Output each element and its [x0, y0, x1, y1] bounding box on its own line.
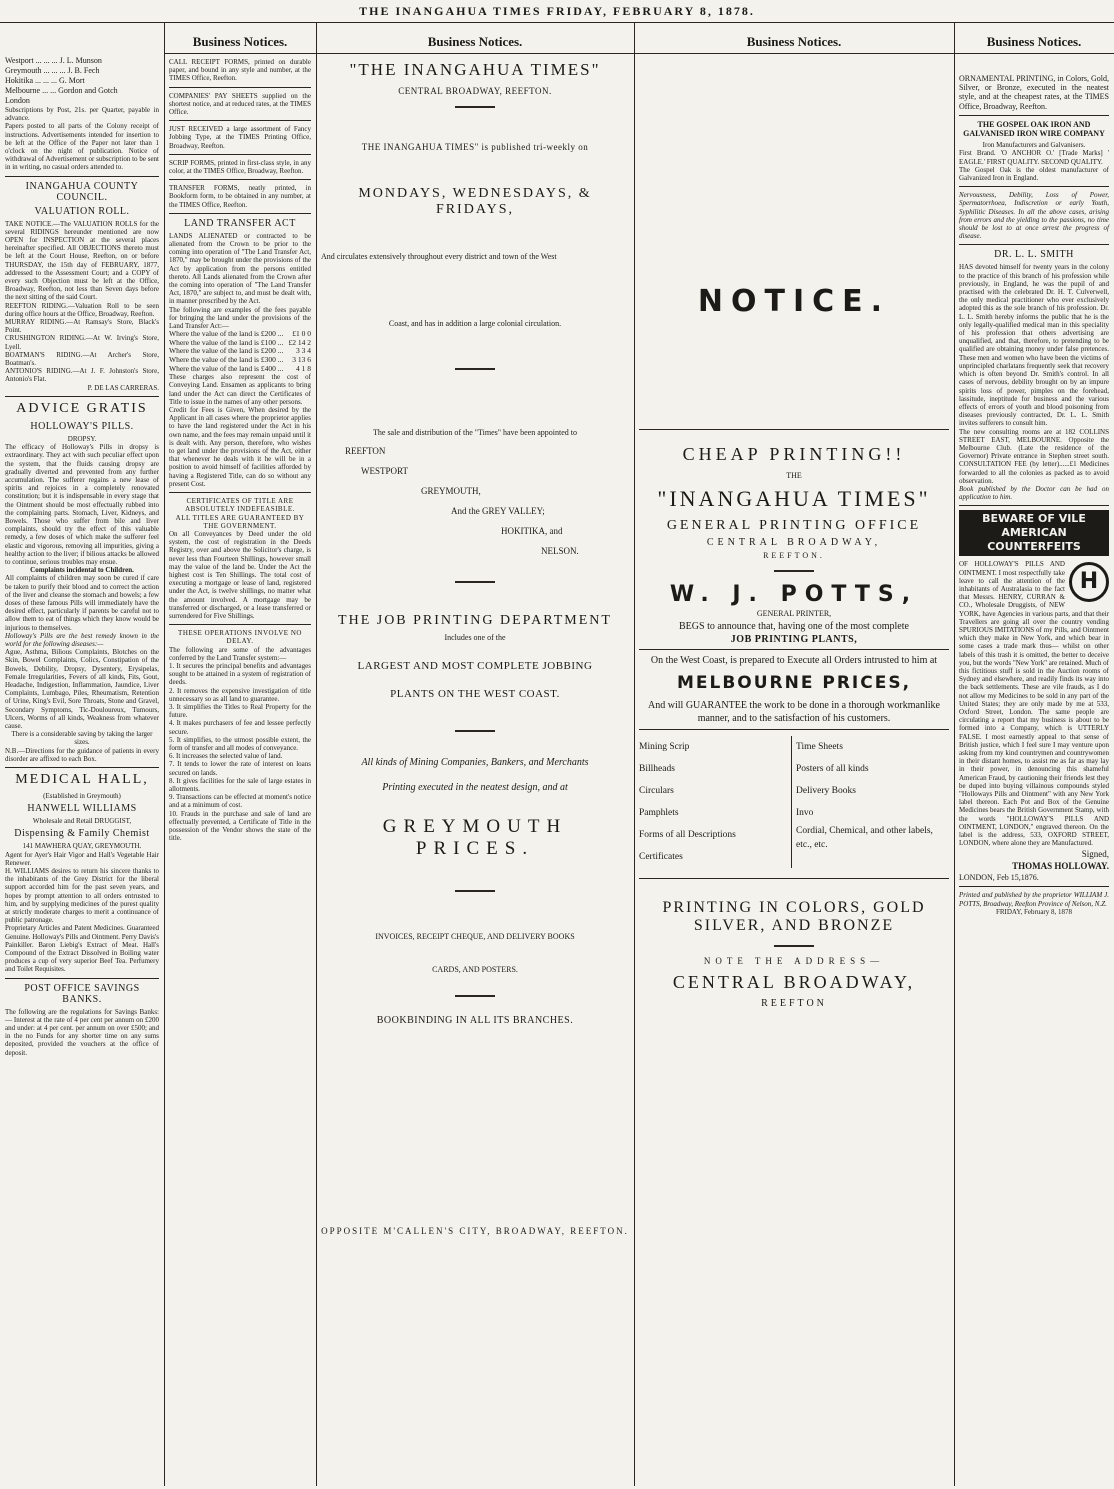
ops-item: 1. It secures the principal benefits and advantages sought to be attained in a system of registration of deeds.	[169, 661, 311, 687]
council-title: INANGAHUA COUNTY COUNCIL.	[25, 180, 139, 203]
divider	[639, 878, 949, 879]
dropsy-text: The efficacy of Holloway's Pills in dropsy is extraordinary. They act with such peculiar effect upon the system, that the fluids causing dropsy are gradually diverted and prevented from any further accumulation. The sufferer regains a new lease of spirits and rejoices in a completely renovated constitution; but it is indispensable in every stage that the Ointment should be most effectually rubbed into the complaining parts. Stomach, Liver, Kidneys, and Bowels. Those who suffer from bile and liver complaints, should try the effect of this valuable remedy, a few doses of which make the sufferer feel elastic and vigorous, removing all impurities, giving a healthy action to the liver; if bilious attacks be allowed to continue, serious troubles may ensue.	[5, 443, 159, 566]
divider	[455, 106, 495, 108]
divider	[959, 886, 1109, 887]
invoices-line: INVOICES, RECEIPT CHEQUE, AND DELIVERY BOOKS	[375, 932, 575, 942]
divider	[169, 624, 311, 625]
divider	[639, 649, 949, 650]
branches-line: BOOKBINDING IN ALL ITS BRANCHES.	[376, 1014, 574, 1026]
agent-line: Westport ... ... ... J. L. Munson	[5, 56, 102, 65]
fee-row: Where the value of the land is £100 ... £2 14 2	[169, 337, 311, 347]
job-includes: Includes one of the	[444, 632, 506, 642]
times-heading: "INANGAHUA TIMES"	[657, 486, 931, 512]
nb-note: N.B.—Directions for the guidance of patients in every disorder are affixed to each Box.	[5, 746, 159, 763]
riding-line: MURRAY RIDING.—At Ramsay's Store, Black's Point.	[5, 318, 159, 335]
divider	[639, 429, 949, 430]
divider	[169, 120, 311, 121]
rooms-text: The new consulting rooms are at 182 COLLINS STREET EAST, MELBOURNE. Opposite the Melbourne Club. (Late the residence of the Governor) Private entrance in Stephen street south. CONSULTATION FEE (by letter)......£1 Medicines forwarded to all the colonies as packed as to avoid observation.	[959, 427, 1109, 485]
williams-text: H. WILLIAMS desires to return his sincere thanks to the inhabitants of the Grey District for the liberal support accorded him for the past seven years, and hopes by prompt attention to all orders entrusted to him, and by supplying medicines of the purest quality at strictly moderate charges to merit a continuance of public patronage.	[5, 867, 159, 925]
guaranteed-title: ALL TITLES ARE GUARANTEED BY THE GOVERNMENT.	[175, 513, 305, 530]
coast-text: On the West Coast, is prepared to Execute all Orders intrusted to him at	[650, 654, 938, 666]
service-item: Cordial, Chemical, and other labels, etc., etc.	[796, 825, 933, 850]
ops-item: 9. Transactions can be effected at moment's notice and at a minimum of cost.	[169, 793, 311, 810]
all-kinds-line: All kinds of Mining Companies, Bankers, and Merchants	[361, 756, 589, 768]
holloway-text: OF HOLLOWAY'S PILLS AND OINTMENT. I most respectfully take leave to call the attention of the inhabitants of Australasia to the fact that Messrs. HENRY, CURRAN & CO., Wholesale Druggists, of NEW YORK, have Agencies in various parts, and that their Travellers are going all over the country vending SPURIOUS IMITATIONS of my Pills, and Ointment which they make in New York, and which bear in some cases a trade mark thus— whilst on other labels of this trash it is omitted, the better to deceive you, but the words "New York" are retained. Much of this fictitious stuff is sold in the Auction rooms of Sydney and elsewhere, and readily finds its way into the back settlements. These are vile frauds, as I do not allow my Medicines to be sold in any part of the United States; they are only made by me at 533, Oxford Street, London. The same people are circulating a report that my business is about to be formed into a Company, which is UTTERLY FALSE. I most earnestly appeal to that sense of British justice, which I feel sure I may venture upon asking from my kind countrymen and countrywomen in their distant homes, to assist me as far as may lay in their power, in denouncing this shameful American Fraud, by cautioning their friends lest they be duped into buying villainous compounds styled "Holloways Pills and Ointment" with any New York label thereon. Each Pot and Box of the Genuine Medicines bears the British Government Stamp, with the words "HOLLOWAY'S PILLS AND OINTMENT, LONDON," engraved thereon. On the label is the address, 533, OXFORD STREET, LONDON, where alone they are Manufactured.	[959, 560, 1109, 848]
column-header: Business Notices.	[164, 26, 316, 54]
ops-item: 4. It makes purchasers of fee and lessee perfectly secure.	[169, 719, 311, 736]
medical-title: MEDICAL HALL,	[15, 772, 149, 788]
lta-title: LAND TRANSFER ACT	[184, 217, 296, 229]
patent-text: Proprietary Articles and Patent Medicines. Guaranteed Genuine. Holloway's Pills and Ointment. Perry Davis's Painkiller. Baron Liebig's Extract of Meat. Hall's Compound of the Extract Dissolved in Boiling water produces a cup of very superior Beef Tea. Perfumery and Toilet Requisites.	[5, 924, 159, 974]
riding-line: REEFTON RIDING.—Valuation Roll to be seen during office hours at the Office, Broadway, Reefton.	[5, 301, 159, 318]
column-1	[0, 26, 164, 1484]
largest-line: LARGEST AND MOST COMPLETE JOBBING	[357, 659, 593, 672]
medical-address: 141 MAWHERA QUAY, GREYMOUTH.	[22, 842, 142, 851]
imprint-date: FRIDAY, February 8, 1878	[995, 907, 1073, 916]
divider	[774, 945, 814, 947]
riding-line: ANTONIO'S RIDING.—At J. F. Johnston's Store, Antonio's Flat.	[5, 367, 159, 384]
divider	[5, 176, 159, 177]
agent-line: Greymouth ... ... ... J. B. Fech	[5, 66, 100, 75]
service-item: Mining Scrip	[639, 741, 690, 752]
ops-item: 3. It simplifies the Titles to Real Property for the future.	[169, 702, 311, 720]
ops-item: 10. Frauds in the purchase and sale of land are effectually prevented, a Certificate of Title in the possession of the Vendor shows the state of the title.	[169, 809, 311, 843]
diseases-title: Holloway's Pills are the best remedy known in the world for the following diseases:—	[5, 631, 159, 648]
dr-title: DR. L. L. SMITH	[994, 249, 1074, 261]
divider	[959, 244, 1109, 245]
divider	[959, 186, 1109, 187]
published-line: THE INANGAHUA TIMES" is published tri-weekly on	[361, 142, 589, 152]
column-3	[316, 26, 634, 1484]
ops-item: 5. It simplifies, to the utmost possible extent, the form of transfer and all modes of conveyance.	[169, 735, 311, 752]
service-item: Forms of all Descriptions	[639, 829, 736, 840]
services-left	[639, 736, 792, 868]
potts-name: W. J. POTTS,	[669, 582, 919, 608]
place-line: WESTPORT	[361, 465, 408, 476]
ornamental-notice: ORNAMENTAL PRINTING, in Colors, Gold, Silver, or Bronze, executed in the neatest style, and at the cheapest rates, at the TIMES Office, Broadway, Reefton.	[959, 74, 1109, 111]
column-4	[634, 26, 954, 1484]
divider	[169, 154, 311, 155]
place-line: GREYMOUTH,	[421, 485, 481, 496]
wholesale-line: Wholesale and Retail DRUGGIST,	[32, 817, 132, 826]
receipt-notice: CALL RECEIPT FORMS, printed on durable paper, and bound in any style and number, at the TIMES Office, Reefton.	[169, 58, 311, 83]
service-item: Billheads	[639, 763, 675, 774]
circulates-line: And circulates extensively throughout every district and town of the West	[321, 252, 557, 261]
signer-name: THOMAS HOLLOWAY.	[1012, 861, 1109, 872]
times-title: "THE INANGAHUA TIMES"	[349, 60, 601, 79]
ops-item: 7. It tends to lower the rate of interest on loans secured on lands.	[169, 760, 311, 777]
ops-title: THESE OPERATIONS INVOLVE NO DELAY.	[178, 629, 302, 646]
divider	[959, 115, 1109, 116]
ops-item: 8. It gives facilities for the sale of large estates in allotments.	[169, 776, 311, 793]
days-line: MONDAYS, WEDNESDAYS, & FRIDAYS,	[358, 186, 592, 217]
plants-heading: JOB PRINTING PLANTS,	[730, 633, 858, 645]
place-line: NELSON.	[541, 545, 579, 556]
diseases-list: Ague, Asthma, Bilious Complaints, Blotches on the Skin, Bowel Complaints, Colics, Constipation of the Bowels, Debility, Dropsy, Dysentery, Erysipelas, Female Irregularities, Fevers of all kinds, Fits, Gout, Headache, Indigestion, Inflammation, Jaundice, Liver Complaints, Lumbago, Piles, Rheumatism, Retention of Urine, King's Evil, Sore Throats, Stone and Gravel, Secondary Symptoms, Tic-Douloureux, Tumours, Ulcers, Worms of all kinds, Weakness from whatever cause.	[5, 648, 159, 730]
divider	[169, 492, 311, 493]
fee-row: Where the value of the land is £400 ... 4 1 8	[169, 363, 311, 373]
melbourne-prices: MELBOURNE PRICES,	[676, 672, 912, 693]
beware-line: BEWARE OF VILE	[982, 512, 1086, 526]
children-title: Complaints incidental to Children.	[30, 566, 134, 575]
dr-text: HAS devoted himself for twenty years in the colony to the practice of this branch of his profession while previously, in England, he was the pupil of and practised with the celebrated Dr. H. T. Culverwell, the only medical practitioner who ever exclusively adopted this as the sole branch of his profession. Dr. L. L. Smith hereby informs the public that he is the only legally-qualified medical man in this speciality of his profession that others advertising are unqualified, and that, therefore, to pretending to be qualified are obtaining money under false pretences. These men and women who have been the victims of unprincipled charlatans frequently seek that recovery which is often beyond Dr. Smith's control. In all cases of nervous, debility brought on by an impure spirits loss of power, pimples on the forehead, lassitude, ineptitude for business and the various effects of errors of youth and blood poisoning from diseases previously contracted, Dr. L. L. Smith invites sufferers to consult him.	[959, 263, 1109, 428]
note-address: NOTE THE ADDRESS—	[703, 955, 885, 966]
psb-text: The following are the regulations for Savings Banks:— Interest at the rate of 4 per cent per annum on £200 and under: at 4 per cent. per annum on over £500; and in the no Funds for any shorter time on any sums deposited, provided the vouchers at the office of deposit.	[5, 1007, 159, 1057]
general-office: GENERAL PRINTING OFFICE	[666, 518, 922, 534]
agent-line: Melbourne ... ... Gordon and Gotch	[5, 86, 118, 95]
dropsy-title: DROPSY.	[67, 434, 97, 443]
roll-title: VALUATION ROLL.	[34, 205, 130, 217]
service-item: Circulars	[639, 785, 674, 796]
type-notice: JUST RECEIVED a large assortment of Fancy Jobbing Type, at the TIMES Printing Office, Broadway, Reefton.	[169, 125, 311, 150]
riding-line: CRUSHINGTON RIDING.—At W. Irving's Store, Lyell.	[5, 334, 159, 351]
divider	[169, 87, 311, 88]
scrip-notice: SCRIP FORMS, printed in first-class style, in any color, at the TIMES Office, Broadway, Reefton.	[169, 158, 311, 176]
services-right	[792, 736, 949, 868]
service-item: Time Sheets	[796, 741, 843, 752]
divider	[5, 978, 159, 979]
the-line: THE	[786, 471, 802, 480]
column-5	[954, 26, 1114, 1484]
services-list	[639, 736, 949, 868]
lta-intro: LANDS ALIENATED or contracted to be alienated from the Crown to be prior to the coming into operation of "The Land Transfer Act, 1870," may be brought under the provisions of the Act by application from the persons entitled thereto. All Lands alienated from the Crown after the coming into operation of "The Land Transfer Act, 1870," are subject to, and must be dealt with, in manner prescribed by the Act.	[169, 231, 311, 306]
place-line: And the GREY VALLEY;	[451, 505, 545, 516]
notices-text: Papers posted to all parts of the Colony receipt of instructions. Advertisements intended for insertion to be left at the Office of the Paper not later than 1 o'clock on the night of publication. Notice of withdrawal of Advertisement or subscription to be sent in in writing, no casual orders attended to.	[5, 122, 159, 172]
divider	[455, 730, 495, 732]
riding-line: BOATMAN'S RIDING.—At Archer's Store, Boatman's.	[5, 350, 159, 368]
service-item: Delivery Books	[796, 785, 856, 796]
agent-line: Hokitika ... ... ... G. Mort	[5, 76, 85, 85]
address-heading: CENTRAL BROADWAY,	[672, 972, 916, 993]
column-2	[164, 26, 316, 1484]
paysheets-notice: COMPANIES' PAY SHEETS supplied on the shortest notice, and at reduced rates, at the TIMES Office.	[169, 91, 311, 117]
children-text: All complaints of children may soon be cured if care be taken to purify their blood and to correct the action of the liver and cleanse the stomach and bowels; a few doses of these famous Pills will immediately have the desired effect, particularly if parents be careful not to allow them to eat of things which they know would be injurious to themselves.	[5, 574, 159, 632]
holloway-title: HOLLOWAY'S PILLS.	[30, 420, 134, 432]
place-line: HOKITIKA, and	[501, 525, 563, 536]
agent-for-line: Agent for Ayer's Hair Vigor and Hall's Vegetable Hair Renewer.	[5, 850, 159, 867]
service-item: Pamphlets	[639, 807, 679, 818]
greymouth-prices: GREYMOUTH PRICES.	[382, 816, 568, 860]
divider	[5, 767, 159, 768]
fee-row: Where the value of the land is £300 ... 3 13 6	[169, 355, 311, 365]
coast-line: Coast, and has in addition a large colonial circulation.	[388, 319, 562, 329]
divider	[959, 505, 1109, 506]
job-title: THE JOB PRINTING DEPARTMENT	[338, 612, 612, 628]
cert-text: On all Conveyances by Deed under the old system, the cost of registration in the Deeds Registry, over and above the Solicitor's charge, is never less than Fourteen Shillings, however small may the value of the land be. Under the Act the highest cost is Ten Shillings. The total cost of executing a mortgage or lease of land, registered under the Act, is twelve shillings, no matter what the amount involved. A mortgage may be transferred or discharged, or a lease transferred or surrendered for Five Shillings.	[169, 529, 311, 620]
sale-line: The sale and distribution of the "Times" have been appointed to	[373, 428, 577, 438]
begs-line: BEGS to announce that, having one of the most complete	[679, 620, 909, 632]
service-item: Certificates	[639, 851, 683, 862]
guarantee-text: And will GUARANTEE the work to be done in a thorough workmanlike manner, and to the satisfaction of his customers.	[648, 699, 940, 724]
gospel-note: The Gospel Oak is the oldest manufacturer of Galvanized Iron in England.	[959, 165, 1109, 183]
column-header: Business Notices.	[954, 26, 1114, 54]
service-item: Posters of all kinds	[796, 763, 869, 774]
divider	[455, 368, 495, 370]
reefton-line: REEFTON.	[763, 551, 825, 561]
top-rule	[0, 22, 1114, 23]
cards-line: CARDS, AND POSTERS.	[432, 965, 518, 975]
divider	[455, 581, 495, 583]
divider	[455, 890, 495, 892]
ops-item: 2. It removes the expensive investigation of title unnecessary so as all land to guarantee.	[169, 686, 311, 703]
hanwell-name: HANWELL WILLIAMS	[27, 803, 137, 815]
signed-label: Signed,	[1081, 849, 1109, 860]
holloway-seal-icon: H	[1069, 562, 1109, 602]
imprint-text: Printed and published by the proprietor WILLIAM J. POTTS, Broadway, Reefton Province of Nelson, N.Z.	[959, 891, 1109, 908]
divider	[169, 213, 311, 214]
column-header: Business Notices.	[316, 26, 634, 54]
colors-heading: PRINTING IN COLORS, GOLD SILVER, AND BRONZE	[662, 898, 926, 934]
plants-line: PLANTS ON THE WEST COAST.	[390, 687, 560, 700]
printer-line: GENERAL PRINTER,	[756, 609, 832, 619]
saving-note: There is a considerable saving by taking the larger sizes.	[11, 730, 153, 747]
divider	[169, 179, 311, 180]
fee-row: Where the value of the land is £200 ... 3 3 4	[169, 346, 311, 356]
divider	[639, 729, 949, 730]
fees-note: These charges also represent the cost of Conveying Land. Ensamen as applicants to bring land under the Act can direct the Certificates of Title to issue in the names of any other persons.	[169, 373, 311, 406]
place-line: REEFTON	[345, 445, 386, 456]
beware-banner	[959, 510, 1109, 556]
central-broadway: CENTRAL BROADWAY,	[706, 537, 882, 549]
divider	[455, 995, 495, 997]
town-line: REEFTON	[761, 998, 827, 1010]
divider	[5, 396, 159, 397]
footer-line: OPPOSITE M'CALLEN'S CITY, BROADWAY, REEFTON.	[321, 1225, 629, 1236]
dispensing-line: Dispensing & Family Chemist	[14, 828, 150, 840]
psb-title: POST OFFICE SAVINGS BANKS.	[24, 982, 140, 1005]
book-text: Book published by the Doctor can be had on application to him.	[959, 484, 1109, 502]
service-item: Invo	[796, 807, 814, 818]
fees-intro: The following are examples of the fees payable for bringing the land under the provisions of the Land Transfer Act:—	[169, 305, 311, 331]
signoff: P. DE LAS CARRERAS.	[87, 383, 159, 392]
agent-line: London	[5, 96, 30, 105]
credit-text: Credit for Fees is Given, When desired by the Applicant in all cases where the proprietor applies to have the land registered under the Act in his own name, and the fees may remain unpaid until it is dealt with. Any person, therefore, who wishes to get land under the provisions of the Act, either that whenever he deals with it he will be in a position to avoid himself of facilities afforded by having a Registered Title, can do so without any present Cost.	[169, 406, 311, 488]
cert-title: CERTIFICATES OF TITLE ARE ABSOLUTELY INDEFEASIBLE.	[185, 497, 295, 514]
notice-heading: NOTICE.	[697, 284, 891, 319]
cheap-printing: CHEAP PRINTING!!	[682, 444, 906, 464]
medical-subtitle: (Established in Greymouth)	[43, 792, 121, 801]
divider	[774, 570, 814, 572]
advice-title: ADVICE GRATIS	[16, 400, 148, 416]
beware-line: AMERICAN COUNTERFEITS	[987, 526, 1081, 554]
gospel-brands: First Brand. 'O ANCHOR O.' [Trade Marks] ' EAGLE.' FIRST QUALITY. SECOND QUALITY.	[959, 149, 1109, 166]
column-header: Business Notices.	[634, 26, 954, 54]
transfer-notice: TRANSFER FORMS, neatly printed, in Bookform form, to be obtained in any number, at the TIMES Office, Reefton.	[169, 184, 311, 209]
ops-item: 6. It increases the selected value of land.	[169, 752, 283, 761]
sign-date: LONDON, Feb 15,1876.	[959, 873, 1039, 883]
subscription-text: Subscriptions by Post, 21s. per Quarter, payable in advance.	[5, 106, 159, 123]
ops-intro: The following are some of the advantages conferred by the Land Transfer system:—	[169, 645, 311, 662]
fee-row: Where the value of the land is £200 ... £1 0 0	[169, 329, 311, 339]
take-notice-text: TAKE NOTICE.—The VALUATION ROLLS for the several RIDINGS hereunder mentioned are now OPEN for INSPECTION at the several places hereinafter specified. All OBJECTIONS thereto must be left at the Court House, Reefton, on or before THURSDAY, the 15th day of FEBRUARY, 1877, addressed to the Assessment Court; and a COPY of every such Objection must be left at the Office, Broadway, Reefton, not less than Seven days before the next sitting of the said Court.	[5, 219, 159, 302]
nervous-text: Nervousness, Debility, Loss of Power, Spermatorrhoea, Indiscretion or early Youth, Syphilitic Diseases. In all the above cases, arising from errors and the yielding to the passions, no time should be lost to at once arrest the progress of disease.	[959, 191, 1109, 241]
times-address: CENTRAL BROADWAY, REEFTON.	[398, 86, 552, 96]
printing-exec-line: Printing executed in the neatest design, and at	[382, 782, 568, 794]
gospel-subtitle: Iron Manufacturers and Galvanisers.	[982, 141, 1086, 150]
masthead: THE INANGAHUA TIMES FRIDAY, FEBRUARY 8, 1878.	[359, 4, 755, 18]
gospel-title: THE GOSPEL OAK IRON AND GALVANISED IRON WIRE COMPANY	[963, 119, 1105, 139]
